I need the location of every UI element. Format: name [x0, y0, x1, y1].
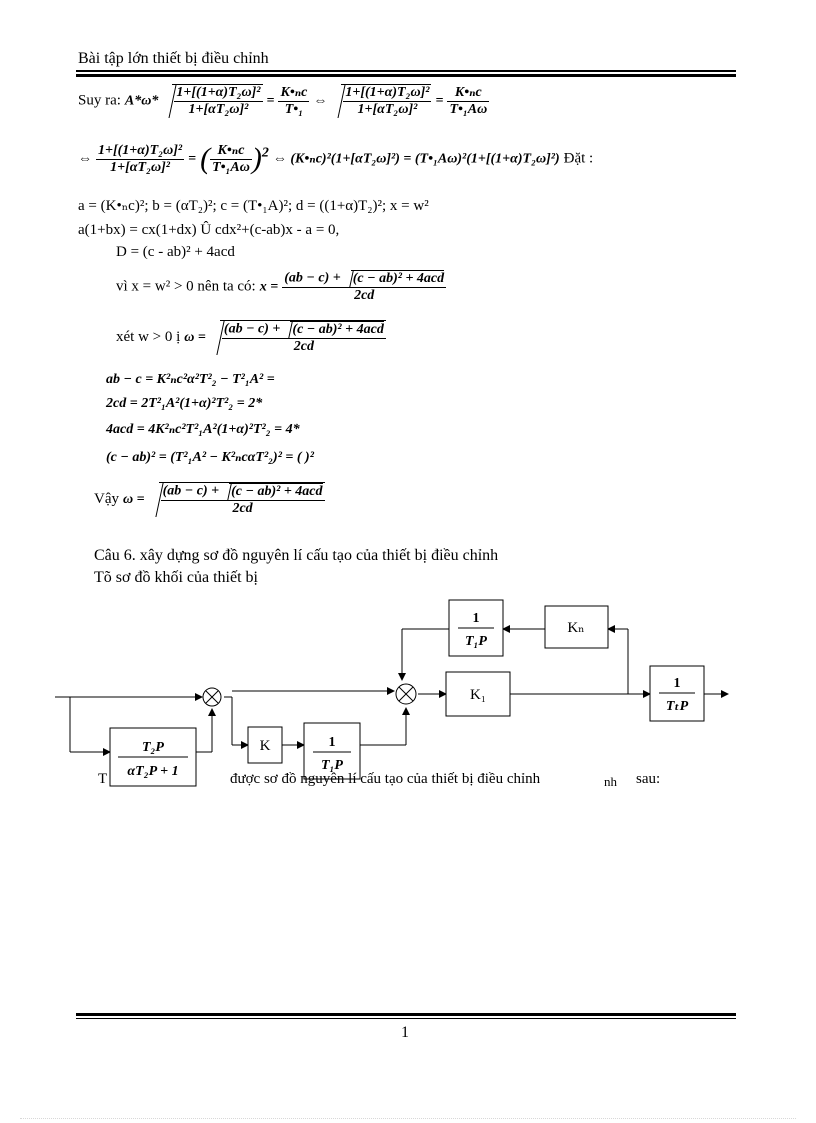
rhs-num-2: K•ₙc	[454, 85, 482, 100]
caption-start: T	[98, 771, 108, 787]
header-rule-thin	[76, 70, 736, 72]
k1-label: K₁	[469, 687, 487, 703]
rhs-den-2: T•₁Aω	[449, 102, 488, 117]
equation-line-2: ⇔ $\frac{\text{1+[(1+α)T₂ω]²}}{\text{1+[αT₂ω]²}}$ = ( $\frac{\text{K•ₙc}}{\text{T•₁Aω}}$ )$^2$ ⇔ (K•ₙc)²(1+[αT₂ω]²) = (T•₁Aω)²(1+[(1+α)T₂ω]²) Đặt :	[78, 142, 594, 175]
line2-tail: ⇔ (K•ₙc)²(1+[αT₂ω]²) = (T•₁Aω)²(1+[(1+α)T₂ω]²)	[272, 151, 560, 167]
int-block-den: T₁P	[321, 758, 343, 773]
w-expr: ω =	[184, 330, 206, 346]
x-expr: x =	[259, 279, 279, 295]
line2-left-den: 1+[αT₂ω]²	[96, 159, 184, 176]
footer-rule-thick	[76, 1013, 736, 1016]
equiv-symbol: ⇔	[313, 93, 328, 109]
sqrt-num-2: 1+[(1+α)T₂ω]²	[345, 85, 430, 100]
equiv-symbol-2: ⇔	[78, 151, 92, 167]
discriminant: D = (c - ab)² + 4acd	[116, 244, 235, 260]
vi-text: vì x = w² > 0 nên ta có:	[116, 278, 256, 295]
caption-nh: nh	[604, 774, 617, 789]
rhs-num: K•ₙc	[280, 85, 308, 100]
final-num-a: (ab − c) +	[162, 483, 220, 499]
int-block-num: 1	[328, 735, 336, 750]
w-den: 2cd	[222, 338, 386, 355]
dat-label: Đặt :	[563, 150, 594, 167]
final-w-expr: ω =	[123, 492, 145, 508]
vay-label: Vậy	[94, 491, 119, 508]
lead-block-num: T₂P	[142, 740, 164, 755]
equation-line-1: Suy ra: A*ω* $\frac{\text{1+[(1+α)T₂ω]²}}{\text{1+[αT₂ω]²}}$ = $\frac{\text{K•ₙc}}{\text{T•₁}}$ ⇔ $\frac{\text{1+[(1+α)T₂ω]²}}{\text{1+[αT₂ω]²}}$ = $\frac{\text{K•ₙc}}{\text{T•₁Aω}}$	[78, 85, 488, 117]
page-header-title: Bài tập lớn thiết bị điều chỉnh	[78, 50, 269, 67]
final-w-line	[94, 482, 325, 517]
suyra-label: Suy ra:	[78, 92, 121, 109]
header-rule-thick	[76, 74, 736, 77]
rhs-den: T•₁	[278, 101, 309, 118]
two-cd: 2cd = 2T²₁A²(1+α)²T²₂ = 2*	[106, 396, 263, 411]
quadratic-equation: a(1+bx) = cx(1+dx) Û cdx²+(c-ab)x - a = 0,	[78, 222, 340, 238]
sqrt-den: 1+[αT₂ω]²	[174, 101, 262, 118]
caption-end: sau:	[636, 771, 661, 787]
x-num-a: (ab − c) +	[284, 270, 341, 286]
footer-rule-thin	[76, 1018, 736, 1019]
top-block-den: T₁P	[465, 634, 487, 649]
page-bottom-edge	[20, 1118, 796, 1119]
x-den: 2cd	[282, 287, 446, 304]
line2-right-den: T•₁Aω	[212, 160, 250, 175]
x-num-b: (c − ab)² + 4acd	[352, 271, 445, 286]
four-acd: 4acd = 4K²ₙc²T²₁A²(1+α)²T²₂ = 4*	[106, 422, 300, 437]
w-num-b: (c − ab)² + 4acd	[292, 322, 384, 337]
caption-middle: được sơ đồ nguyên lí cấu tạo của thiết bị điều chỉnh	[230, 771, 541, 787]
line2-left-num: 1+[(1+α)T₂ω]²	[98, 142, 183, 158]
sqrt-den-2: 1+[αT₂ω]²	[343, 101, 431, 118]
kn-label: Kₙ	[567, 620, 585, 636]
lead-block-den: αT₂P + 1	[127, 764, 179, 779]
block-diagram	[0, 590, 816, 800]
out-block-den: TₜP	[665, 699, 689, 714]
final-den: 2cd	[161, 500, 325, 517]
final-num-b: (c − ab)² + 4acd	[231, 484, 323, 499]
xet-text: xét w > 0 ị	[116, 329, 181, 346]
sqrt-num: 1+[(1+α)T₂ω]²	[176, 85, 261, 100]
question-6-heading: Câu 6. xây dựng sơ đồ nguyên lí cấu tạo của thiết bị điều chỉnh	[94, 547, 499, 564]
top-block-num: 1	[472, 611, 480, 626]
w-solution-line	[116, 320, 386, 355]
k-label: K	[259, 738, 271, 754]
line2-right-num: K•ₙc	[217, 143, 245, 158]
ab-minus-c: ab − c = K²ₙc²α²T²₂ − T²₁A² =	[106, 372, 275, 387]
block-diagram-intro: Tõ sơ đồ khối của thiết bị	[94, 569, 258, 586]
x-solution-line	[116, 270, 446, 304]
page-number: 1	[401, 1024, 409, 1041]
out-block-num: 1	[673, 676, 681, 691]
w-num-a: (ab − c) +	[223, 321, 281, 337]
c-minus-ab-squared: (c − ab)² = (T²₁A² − K²ₙcαT²₂)² = ( )²	[106, 450, 314, 465]
lhs-term: A*ω*	[124, 93, 159, 109]
definitions-line: a = (K•ₙc)²; b = (αT₂)²; c = (T•₁A)²; d = ((1+α)T₂)²; x = w²	[78, 198, 429, 214]
